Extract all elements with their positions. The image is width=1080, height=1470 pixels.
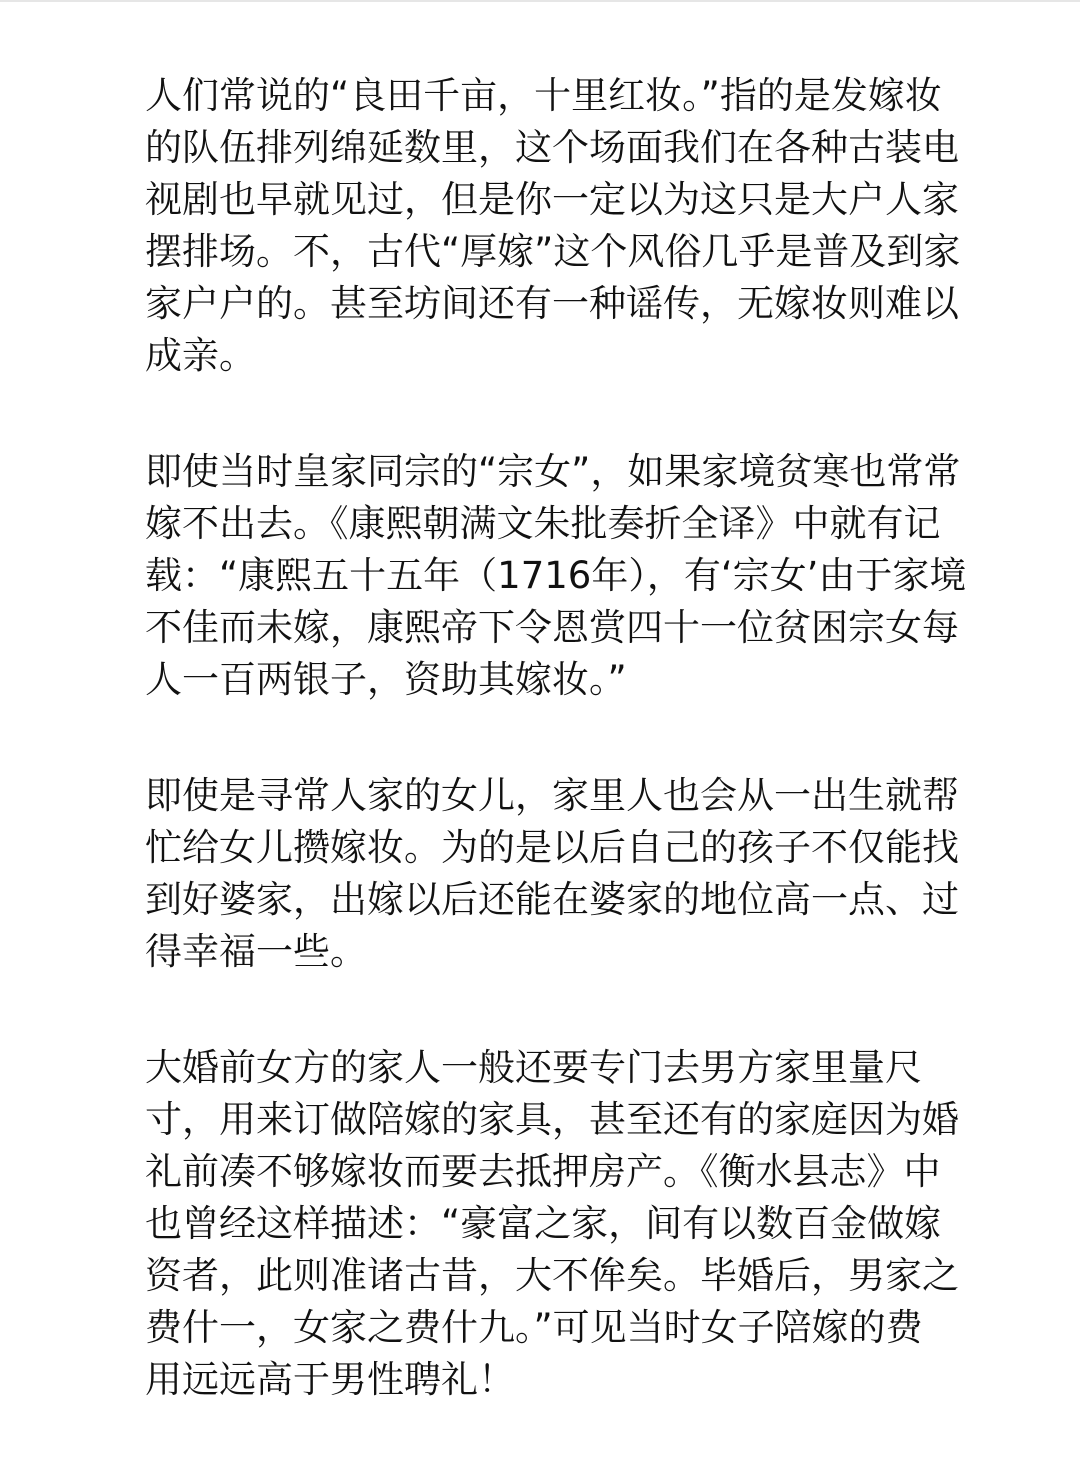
text-line: 人们常说的“良田千亩，十里红妆。”指的是发嫁妆 [145,74,942,117]
text-line: 的队伍排列绵延数里，这个场面我们在各种古装电 [145,126,959,169]
text-line: 寸，用来订做陪嫁的家具，甚至还有的家庭因为婚 [145,1098,959,1141]
text-line: 到好婆家，出嫁以后还能在婆家的地位高一点、过 [145,878,959,921]
text-line: 摆排场。不，古代“厚嫁”这个风俗几乎是普及到家 [145,230,961,273]
text-line: 费什一，女家之费什九。”可见当时女子陪嫁的费 [145,1306,923,1349]
text-line: 不佳而未嫁，康熙帝下令恩赏四十一位贫困宗女每 [145,606,959,649]
text-line: 人一百两银子，资助其嫁妆。” [145,658,627,701]
text-line: 嫁不出去。《康熙朝满文朱批奏折全译》中就有记 [145,502,941,545]
text-line: 成亲。 [145,334,256,377]
text-line: 家户户的。甚至坊间还有一种谣传，无嫁妆则难以 [145,282,959,325]
paragraph-4 [145,1042,959,1406]
paragraph-1 [145,70,961,382]
top-divider [0,0,1080,2]
text-line: 即使当时皇家同宗的“宗女”，如果家境贫寒也常常 [145,450,961,493]
text-line: 用远远高于男性聘礼！ [145,1358,515,1401]
text-line: 视剧也早就见过，但是你一定以为这只是大户人家 [145,178,959,221]
text-line: 礼前凑不够嫁妆而要去抵押房产。《衡水县志》中 [145,1150,941,1193]
text-line: 载：“康熙五十五年（1716年），有‘宗女’由于家境 [145,554,967,597]
paragraph-2 [145,446,967,706]
text-line: 得幸福一些。 [145,930,367,973]
text-line: 也曾经这样描述：“豪富之家，间有以数百金做嫁 [145,1202,942,1245]
text-line: 资者，此则准诸古昔，大不侔矣。毕婚后，男家之 [145,1254,959,1297]
text-line: 大婚前女方的家人一般还要专门去男方家里量尺 [145,1046,922,1089]
article-body [145,70,967,1470]
text-line: 即使是寻常人家的女儿，家里人也会从一出生就帮 [145,774,959,817]
paragraph-3 [145,770,959,978]
text-line: 忙给女儿攒嫁妆。为的是以后自己的孩子不仅能找 [145,826,959,869]
